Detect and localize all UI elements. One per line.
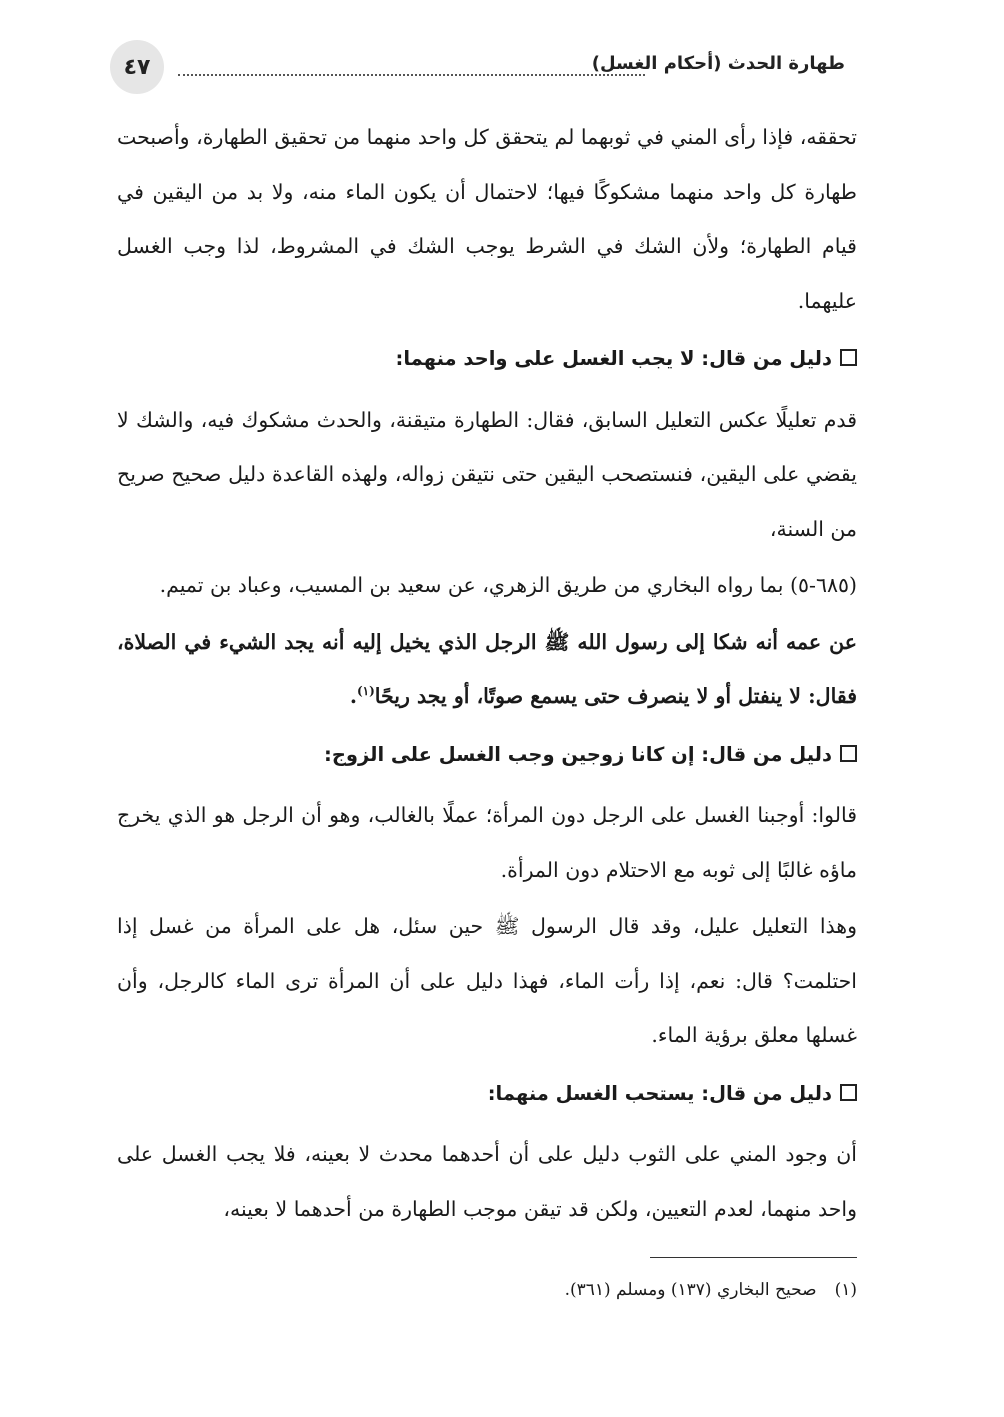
section-heading	[117, 728, 857, 783]
footnote-separator	[650, 1257, 857, 1258]
paragraph: أن وجود المني على الثوب دليل على أن أحدهما محدث لا بعينه، فلا يجب الغسل على واحد منهما، لعدم التعيين، ولكن قد تيقن موجب الطهارة من أحدهما لا بعينه،	[117, 1142, 857, 1221]
footnote-number: (١)	[834, 1280, 857, 1300]
footnote-reference[interactable]: (١)	[356, 684, 375, 699]
page-number-badge: ٤٧	[110, 40, 164, 94]
hadith-end: .	[349, 684, 357, 708]
footnote-text: صحيح البخاري (١٣٧) ومسلم (٣٦١).	[564, 1280, 817, 1300]
main-text	[117, 110, 857, 1236]
heading-text: دليل من قال: إن كانا زوجين وجب الغسل على الزوج:	[324, 742, 832, 766]
paragraph: قدم تعليلًا عكس التعليل السابق، فقال: الطهارة متيقنة، والحدث مشكوك فيه، والشك لا يقضي على اليقين، فنستصحب اليقين حتى نتيقن زواله، ولهذه القاعدة دليل صحيح صريح من السنة،	[117, 407, 857, 541]
running-title: طهارة الحدث (أحكام الغسل)	[591, 53, 845, 74]
section-heading	[117, 332, 857, 387]
square-bullet-icon	[840, 1084, 857, 1101]
paragraph: تحققه، فإذا رأى المني في ثوبهما لم يتحقق كل واحد منهما من تحقيق الطهارة، وأصبحت طهارة كل واحد منهما مشكوكًا فيها؛ لاحتمال أن يكون الماء منه، ولا بد من اليقين في قيام الطهارة؛ ولأن الشك في الشرط يوجب الشك في المشروط، لذا وجب الغسل عليهما.	[117, 125, 857, 313]
paragraph: قالوا: أوجبنا الغسل على الرجل دون المرأة؛ عملًا بالغالب، وهو أن الرجل هو الذي يخرج ماؤه غالبًا إلى ثوبه مع الاحتلام دون المرأة.	[117, 803, 857, 882]
square-bullet-icon	[840, 349, 857, 366]
footnote	[565, 1275, 857, 1305]
hadith-body: عن عمه أنه شكا إلى رسول الله ﷺ الرجل الذي يخيل إليه أنه يجد الشيء في الصلاة، فقال: لا ينفتل أو لا ينصرف حتى يسمع صوتًا، أو يجد ريحًا	[117, 629, 857, 708]
section-heading	[117, 1067, 857, 1122]
paragraph: (٦٨٥-٥) بما رواه البخاري من طريق الزهري، عن سعيد بن المسيب، وعباد بن تميم.	[159, 573, 857, 597]
page-header	[110, 40, 845, 96]
heading-text: دليل من قال: لا يجب الغسل على واحد منهما:	[395, 347, 832, 370]
square-bullet-icon	[840, 745, 857, 762]
hadith-text	[117, 615, 857, 724]
header-dotted-leader	[178, 74, 645, 76]
paragraph: وهذا التعليل عليل، وقد قال الرسول ﷺ حين سئل، هل على المرأة من غسل إذا احتلمت؟ قال: نعم، إذا رأت الماء، فهذا دليل على أن المرأة ترى الماء كالرجل، وأن غسلها معلق برؤية الماء.	[117, 914, 858, 1047]
heading-text: دليل من قال: يستحب الغسل منهما:	[487, 1081, 832, 1105]
